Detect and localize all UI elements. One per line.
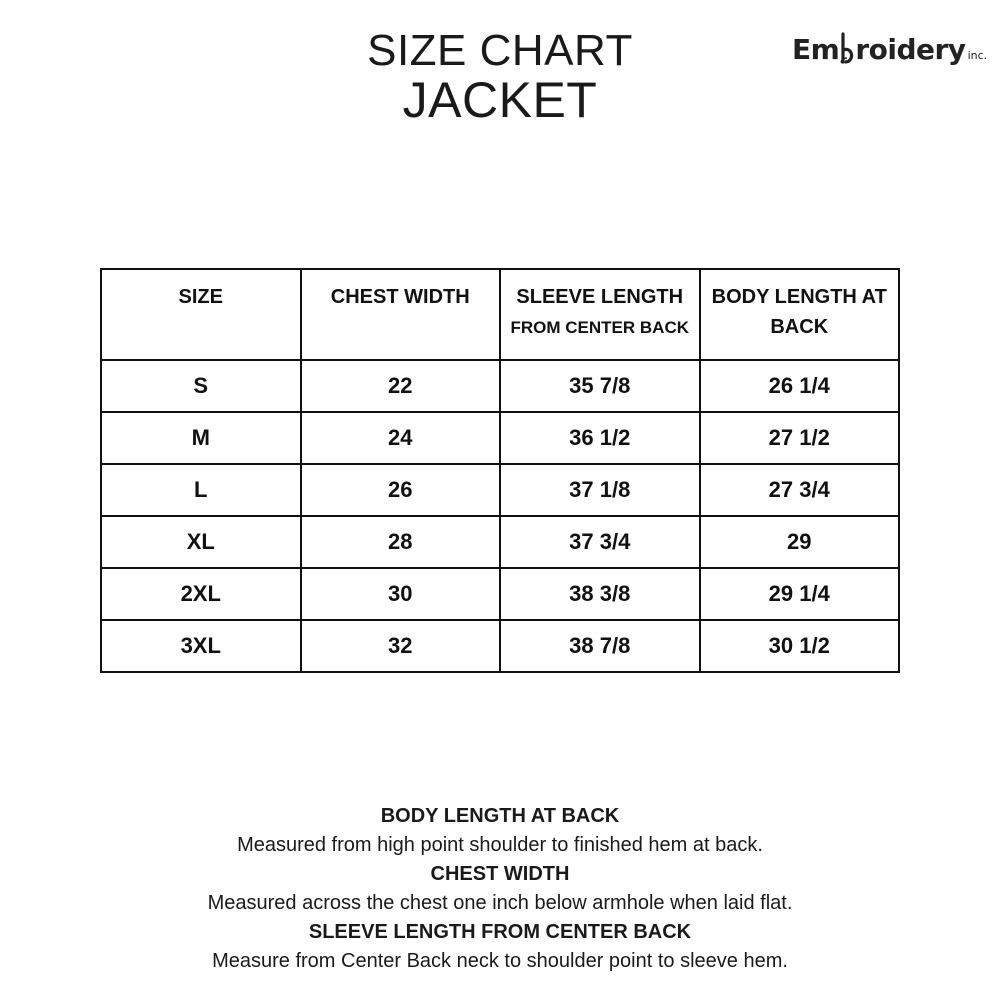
cell-body-length: 29	[700, 516, 900, 568]
header-body-length	[700, 269, 900, 360]
cell-chest-width: 30	[301, 568, 501, 620]
note-heading-body-length: BODY LENGTH AT BACK	[380, 805, 620, 827]
size-chart-table	[100, 268, 900, 673]
cell-chest-width: 26	[301, 464, 501, 516]
cell-sleeve-length: 35 7/8	[500, 360, 700, 412]
cell-sleeve-length: 38 3/8	[500, 568, 700, 620]
needle-thread-icon	[839, 32, 855, 66]
cell-body-length: 30 1/2	[700, 620, 900, 672]
cell-chest-width: 22	[301, 360, 501, 412]
brand-logo	[792, 26, 987, 66]
cell-body-length: 29 1/4	[700, 568, 900, 620]
cell-size: XL	[101, 516, 301, 568]
cell-chest-width: 24	[301, 412, 501, 464]
table-row	[101, 568, 899, 620]
note-heading-sleeve-length: SLEEVE LENGTH FROM CENTER BACK	[308, 921, 692, 943]
cell-size: 3XL	[101, 620, 301, 672]
header-label: SLEEVE LENGTH	[516, 286, 684, 308]
cell-chest-width: 28	[301, 516, 501, 568]
header-label: BODY LENGTH AT BACK	[711, 286, 887, 338]
logo-text-end: roidery	[855, 33, 966, 66]
note-text-sleeve-length: Measure from Center Back neck to shoulder point to sleeve hem.	[212, 950, 788, 972]
table-row	[101, 464, 899, 516]
logo-text-start: Em	[792, 33, 840, 66]
measurement-notes	[0, 802, 1000, 976]
table-row	[101, 360, 899, 412]
logo-suffix: inc.	[967, 49, 988, 62]
cell-size: S	[101, 360, 301, 412]
cell-size: L	[101, 464, 301, 516]
cell-chest-width: 32	[301, 620, 501, 672]
header-size	[101, 269, 301, 360]
header-label: CHEST WIDTH	[330, 286, 470, 308]
cell-body-length: 27 3/4	[700, 464, 900, 516]
note-heading-chest-width: CHEST WIDTH	[430, 863, 570, 885]
table-row	[101, 620, 899, 672]
cell-sleeve-length: 36 1/2	[500, 412, 700, 464]
title-size-chart: SIZE CHART	[367, 26, 633, 75]
note-text-chest-width: Measured across the chest one inch below armhole when laid flat.	[207, 892, 793, 914]
header-chest-width	[301, 269, 501, 360]
header-sleeve-length	[500, 269, 700, 360]
cell-sleeve-length: 37 1/8	[500, 464, 700, 516]
cell-size: 2XL	[101, 568, 301, 620]
title-jacket: JACKET	[402, 72, 598, 128]
note-text-body-length: Measured from high point shoulder to finished hem at back.	[237, 834, 763, 856]
table-row	[101, 516, 899, 568]
cell-sleeve-length: 37 3/4	[500, 516, 700, 568]
table-row	[101, 412, 899, 464]
table-header-row	[101, 269, 899, 360]
cell-size: M	[101, 412, 301, 464]
cell-sleeve-length: 38 7/8	[500, 620, 700, 672]
cell-body-length: 26 1/4	[700, 360, 900, 412]
header-sublabel: FROM CENTER BACK	[510, 318, 689, 337]
header-label: SIZE	[178, 286, 223, 308]
cell-body-length: 27 1/2	[700, 412, 900, 464]
